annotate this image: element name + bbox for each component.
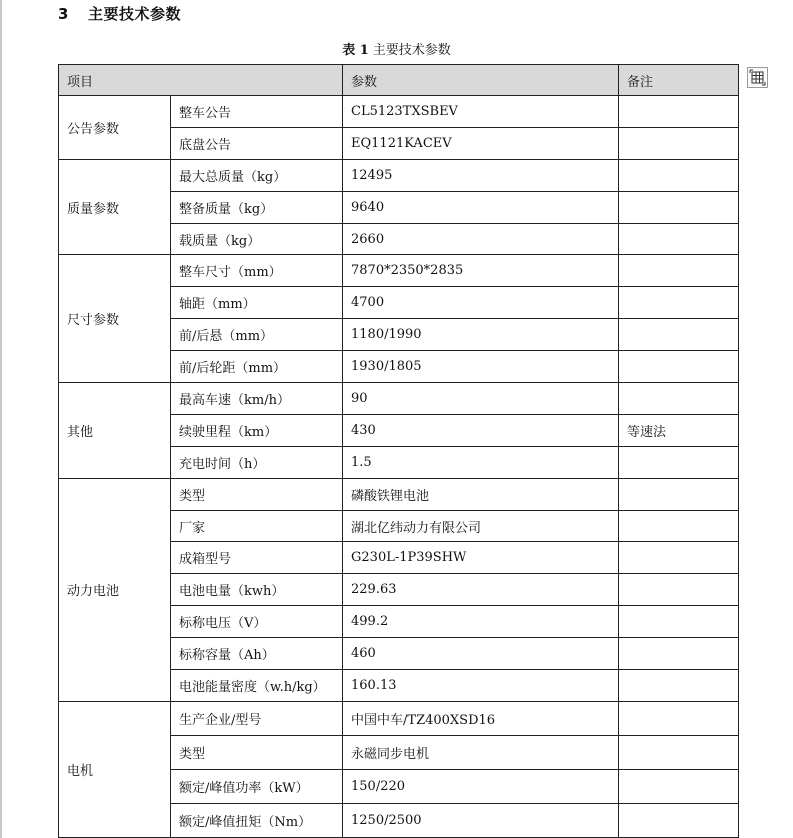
row-value: 150/220 xyxy=(343,769,619,803)
row-item: 最高车速（km/h） xyxy=(171,383,343,415)
row-value: G230L-1P39SHW xyxy=(343,542,619,574)
row-note xyxy=(619,319,739,351)
row-note xyxy=(619,191,739,223)
row-note xyxy=(619,223,739,255)
row-note xyxy=(619,383,739,415)
row-value: 1250/2500 xyxy=(343,803,619,837)
row-note xyxy=(619,159,739,191)
row-value: 磷酸铁锂电池 xyxy=(343,478,619,510)
group-name: 电机 xyxy=(59,701,171,837)
group-name: 质量参数 xyxy=(59,159,171,255)
table-row xyxy=(59,96,739,128)
row-value: 4700 xyxy=(343,287,619,319)
table-caption xyxy=(0,39,793,58)
row-note xyxy=(619,96,739,128)
row-item: 轴距（mm） xyxy=(171,287,343,319)
row-item: 厂家 xyxy=(171,510,343,542)
header-value: 参数 xyxy=(343,65,619,96)
row-item: 标称电压（V） xyxy=(171,606,343,638)
row-item: 电池电量（kwh） xyxy=(171,574,343,606)
row-value: 2660 xyxy=(343,223,619,255)
row-note xyxy=(619,351,739,383)
row-value: 9640 xyxy=(343,191,619,223)
table-row xyxy=(59,383,739,415)
row-item: 标称容量（Ah） xyxy=(171,638,343,670)
row-note: 等速法 xyxy=(619,414,739,446)
row-value: 永磁同步电机 xyxy=(343,735,619,769)
row-value: CL5123TXSBEV xyxy=(343,96,619,128)
row-item: 电池能量密度（w.h/kg） xyxy=(171,670,343,702)
row-note xyxy=(619,127,739,159)
row-item: 整备质量（kg） xyxy=(171,191,343,223)
row-item: 额定/峰值扭矩（Nm） xyxy=(171,803,343,837)
row-value: 中国中车/TZ400XSD16 xyxy=(343,701,619,735)
row-note xyxy=(619,606,739,638)
row-note xyxy=(619,510,739,542)
table-row xyxy=(59,701,739,735)
row-item: 整车尺寸（mm） xyxy=(171,255,343,287)
row-item: 类型 xyxy=(171,478,343,510)
group-name: 其他 xyxy=(59,383,171,479)
row-value: 7870*2350*2835 xyxy=(343,255,619,287)
table-select-icon[interactable] xyxy=(747,67,768,88)
row-item: 额定/峰值功率（kW） xyxy=(171,769,343,803)
row-value: 229.63 xyxy=(343,574,619,606)
row-note xyxy=(619,478,739,510)
row-note xyxy=(619,701,739,735)
row-item: 最大总质量（kg） xyxy=(171,159,343,191)
row-item: 类型 xyxy=(171,735,343,769)
spec-table xyxy=(58,64,739,838)
row-note xyxy=(619,638,739,670)
row-note xyxy=(619,287,739,319)
group-name: 尺寸参数 xyxy=(59,255,171,383)
row-note xyxy=(619,446,739,478)
row-value: 12495 xyxy=(343,159,619,191)
section-number: 3 xyxy=(58,5,69,23)
row-note xyxy=(619,574,739,606)
row-item: 成箱型号 xyxy=(171,542,343,574)
row-note xyxy=(619,542,739,574)
row-value: EQ1121KACEV xyxy=(343,127,619,159)
row-item: 生产企业/型号 xyxy=(171,701,343,735)
row-note xyxy=(619,769,739,803)
row-item: 充电时间（h） xyxy=(171,446,343,478)
row-item: 整车公告 xyxy=(171,96,343,128)
row-item: 续驶里程（km） xyxy=(171,414,343,446)
row-note xyxy=(619,670,739,702)
row-value: 460 xyxy=(343,638,619,670)
header-note: 备注 xyxy=(619,65,739,96)
row-value: 1930/1805 xyxy=(343,351,619,383)
row-note xyxy=(619,255,739,287)
row-value: 90 xyxy=(343,383,619,415)
table-caption-label: 表 1 xyxy=(342,43,369,58)
row-value: 1.5 xyxy=(343,446,619,478)
row-note xyxy=(619,803,739,837)
page-edge-line xyxy=(0,0,2,838)
row-item: 前/后轮距（mm） xyxy=(171,351,343,383)
section-title: 主要技术参数 xyxy=(88,5,182,23)
group-name: 动力电池 xyxy=(59,478,171,701)
header-item: 项目 xyxy=(59,65,343,96)
row-value: 1180/1990 xyxy=(343,319,619,351)
table-caption-text: 主要技术参数 xyxy=(372,43,451,58)
row-value: 499.2 xyxy=(343,606,619,638)
row-note xyxy=(619,735,739,769)
row-item: 底盘公告 xyxy=(171,127,343,159)
row-value: 160.13 xyxy=(343,670,619,702)
section-heading xyxy=(58,3,181,24)
table-header-row xyxy=(59,65,739,96)
row-item: 前/后悬（mm） xyxy=(171,319,343,351)
table-row xyxy=(59,478,739,510)
table-row xyxy=(59,255,739,287)
row-value: 430 xyxy=(343,414,619,446)
row-item: 载质量（kg） xyxy=(171,223,343,255)
row-value: 湖北亿纬动力有限公司 xyxy=(343,510,619,542)
table-row xyxy=(59,159,739,191)
group-name: 公告参数 xyxy=(59,96,171,160)
